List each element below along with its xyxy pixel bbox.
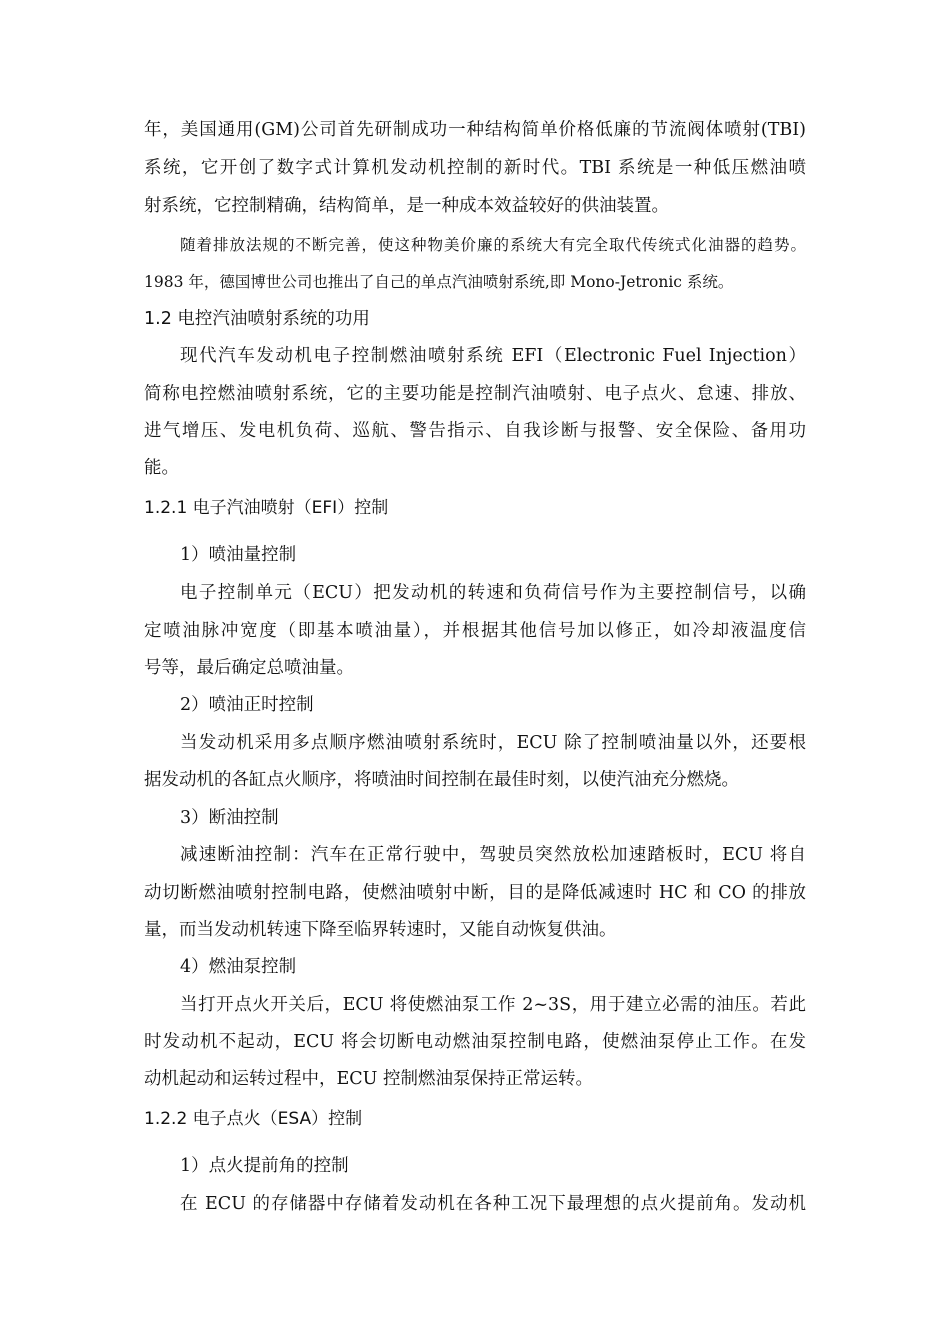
- paragraph-line: 号等，最后确定总喷油量。: [144, 658, 354, 678]
- item-title: 4）燃油泵控制: [180, 957, 297, 977]
- paragraph-line: 量，而当发动机转速下降至临界转速时，又能自动恢复供油。: [144, 920, 617, 940]
- paragraph-line: 简称电控燃油喷射系统，它的主要功能是控制汽油喷射、电子点火、怠速、排放、: [144, 384, 806, 404]
- paragraph-line: 在 ECU 的存储器中存储着发动机在各种工况下最理想的点火提前角。发动机: [180, 1194, 806, 1214]
- paragraph-line: 当打开点火开关后，ECU 将使燃油泵工作 2~3S，用于建立必需的油压。若此: [180, 995, 806, 1015]
- paragraph-line: 射系统，它控制精确，结构简单，是一种成本效益较好的供油装置。: [144, 196, 669, 216]
- item-title: 1）点火提前角的控制: [180, 1156, 349, 1176]
- paragraph-line: 年，美国通用(GM)公司首先研制成功一种结构简单价格低廉的节流阀体喷射(TBI): [144, 120, 806, 140]
- section-heading-1-2-1: 1.2.1 电子汽油喷射（EFI）控制: [144, 498, 389, 518]
- paragraph-line: 进气增压、发电机负荷、巡航、警告指示、自我诊断与报警、安全保险、备用功: [144, 421, 806, 441]
- paragraph-line: 现代汽车发动机电子控制燃油喷射系统 EFI（Electronic Fuel Injection）: [180, 346, 806, 366]
- paragraph-line: 定喷油脉冲宽度（即基本喷油量），并根据其他信号加以修正，如冷却液温度信: [144, 621, 806, 641]
- paragraph-line: 当发动机采用多点顺序燃油喷射系统时，ECU 除了控制喷油量以外，还要根: [180, 733, 806, 753]
- paragraph-line: 动切断燃油喷射控制电路，使燃油喷射中断，目的是降低减速时 HC 和 CO 的排放: [144, 883, 806, 903]
- paragraph-line: 随着排放法规的不断完善，使这种物美价廉的系统大有完全取代传统式化油器的趋势。: [180, 236, 806, 254]
- section-heading-1-2-2: 1.2.2 电子点火（ESA）控制: [144, 1109, 363, 1129]
- paragraph-line: 电子控制单元（ECU）把发动机的转速和负荷信号作为主要控制信号，以确: [180, 583, 806, 603]
- paragraph-line: 系统，它开创了数字式计算机发动机控制的新时代。TBI 系统是一种低压燃油喷: [144, 158, 806, 178]
- item-title: 1）喷油量控制: [180, 545, 297, 565]
- item-title: 3）断油控制: [180, 808, 279, 828]
- paragraph-line: 动机起动和运转过程中，ECU 控制燃油泵保持正常运转。: [144, 1069, 593, 1089]
- section-heading-1-2: 1.2 电控汽油喷射系统的功用: [144, 309, 370, 329]
- paragraph-line: 能。: [144, 458, 179, 478]
- paragraph-line: 时发动机不起动，ECU 将会切断电动燃油泵控制电路，使燃油泵停止工作。在发: [144, 1032, 806, 1052]
- paragraph-line: 据发动机的各缸点火顺序，将喷油时间控制在最佳时刻，以使汽油充分燃烧。: [144, 770, 739, 790]
- item-title: 2）喷油正时控制: [180, 695, 314, 715]
- paragraph-line: 减速断油控制：汽车在正常行驶中，驾驶员突然放松加速踏板时，ECU 将自: [180, 845, 806, 865]
- paragraph-line: 1983 年，德国博世公司也推出了自己的单点汽油喷射系统,即 Mono-Jetronic 系统。: [144, 273, 734, 291]
